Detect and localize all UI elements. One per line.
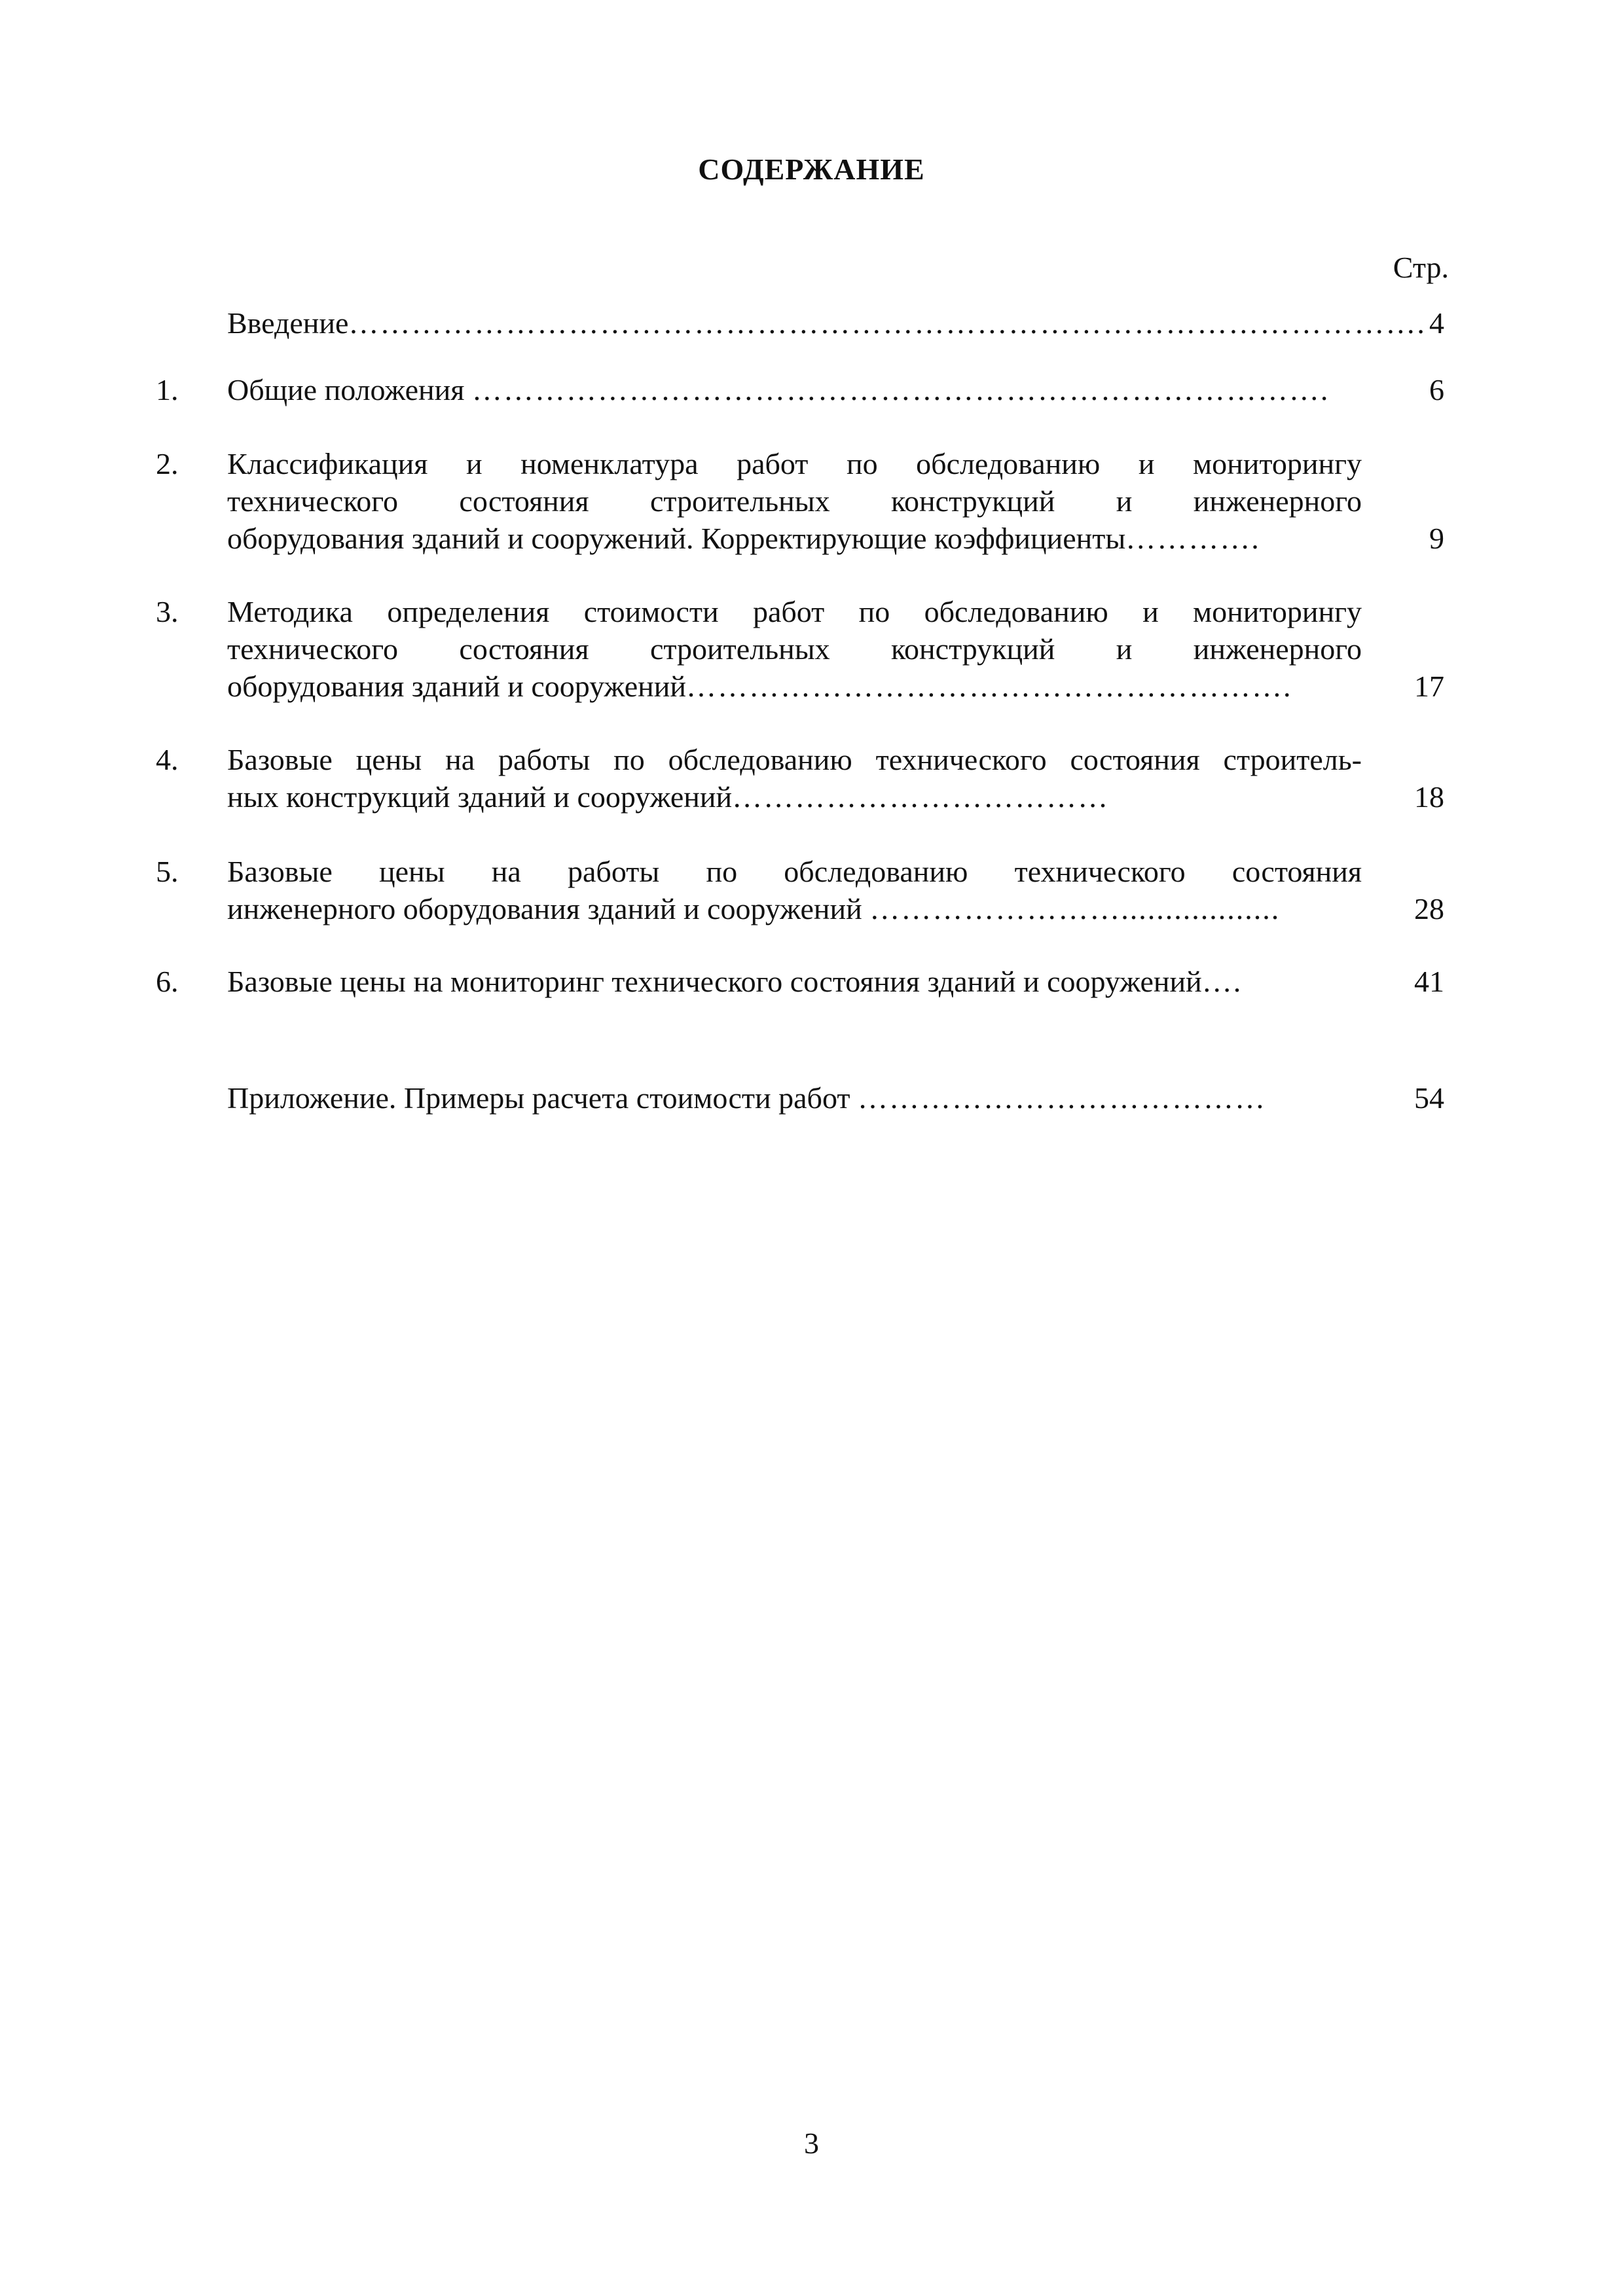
toc-leader-dots: …. (1201, 965, 1243, 998)
toc-entry-title-line: ных конструкций зданий и сооружений (227, 780, 733, 814)
footer-page-number: 3 (804, 2126, 819, 2160)
toc-entry-page: 9 (1429, 522, 1444, 555)
page-title: СОДЕРЖАНИЕ (698, 152, 925, 186)
toc-entry-page: 28 (1414, 892, 1444, 925)
toc-leader-dots: ………………………………… (857, 1081, 1266, 1115)
toc-entry-number: 3. (156, 595, 179, 628)
toc-entry-number: 5. (156, 855, 179, 888)
toc-entry-title (227, 593, 1362, 705)
toc-entry-title (227, 963, 1362, 1000)
toc-entry-title (227, 371, 1362, 408)
toc-leader-dots: ……………………………… (732, 780, 1110, 814)
toc-entry-title-line: технического состояния строительных конструкций и инженерного (227, 484, 1362, 518)
toc-entry-page: 4 (1429, 306, 1444, 340)
toc-entry-title-line: Базовые цены на работы по обследованию технического состояния строитель- (227, 743, 1362, 776)
toc-entry-title-line: инженерного оборудования зданий и сооружений (227, 892, 870, 925)
toc-entry-title-line: Приложение. Примеры расчета стоимости работ (227, 1081, 858, 1115)
toc-entry-number: 4. (156, 743, 179, 776)
toc-entry-title-line: оборудования зданий и сооружений. Корректирующие коэффициенты (227, 522, 1126, 555)
toc-entry-title-line: Классификация и номенклатура работ по обследованию и мониторингу (227, 447, 1362, 480)
toc-entry-title-line: Методика определения стоимости работ по обследованию и мониторингу (227, 595, 1362, 628)
toc-entry-page: 54 (1414, 1081, 1444, 1115)
toc-entry-title (227, 853, 1362, 927)
toc-entry-title-line: Базовые цены на работы по обследованию технического состояния (227, 855, 1362, 888)
toc-leader-dots: …………………….................. (869, 892, 1281, 925)
toc-entry-title (227, 304, 1426, 342)
toc-entry-title (227, 445, 1362, 557)
toc-entry-page: 17 (1414, 670, 1444, 703)
toc-entry-title-line: оборудования зданий и сооружений (227, 670, 687, 703)
page-column-header: Стр. (1393, 251, 1449, 284)
toc-entry-title-line: Общие положения (227, 373, 472, 406)
toc-entry-title-line: Введение (227, 306, 349, 340)
toc-entry-page: 6 (1429, 373, 1444, 406)
toc-entry-title (227, 1079, 1362, 1117)
toc-leader-dots: …………………………………………………. (686, 670, 1292, 703)
toc-entry-title-line: Базовые цены на мониторинг технического состояния зданий и сооружений (227, 965, 1202, 998)
toc-entry-title (227, 741, 1362, 816)
toc-leader-dots: ………………………………………………………………………. (471, 373, 1330, 406)
toc-entry-title-line: технического состояния строительных конструкций и инженерного (227, 632, 1362, 666)
toc-leader-dots: …………. (1125, 522, 1260, 555)
toc-entry-page: 18 (1414, 780, 1444, 814)
toc-leader-dots: …………………………………………………………………………………………. (348, 306, 1426, 340)
toc-entry-number: 2. (156, 447, 179, 480)
toc-entry-page: 41 (1414, 965, 1444, 998)
toc-entry-number: 6. (156, 965, 179, 998)
toc-entry-number: 1. (156, 373, 179, 406)
